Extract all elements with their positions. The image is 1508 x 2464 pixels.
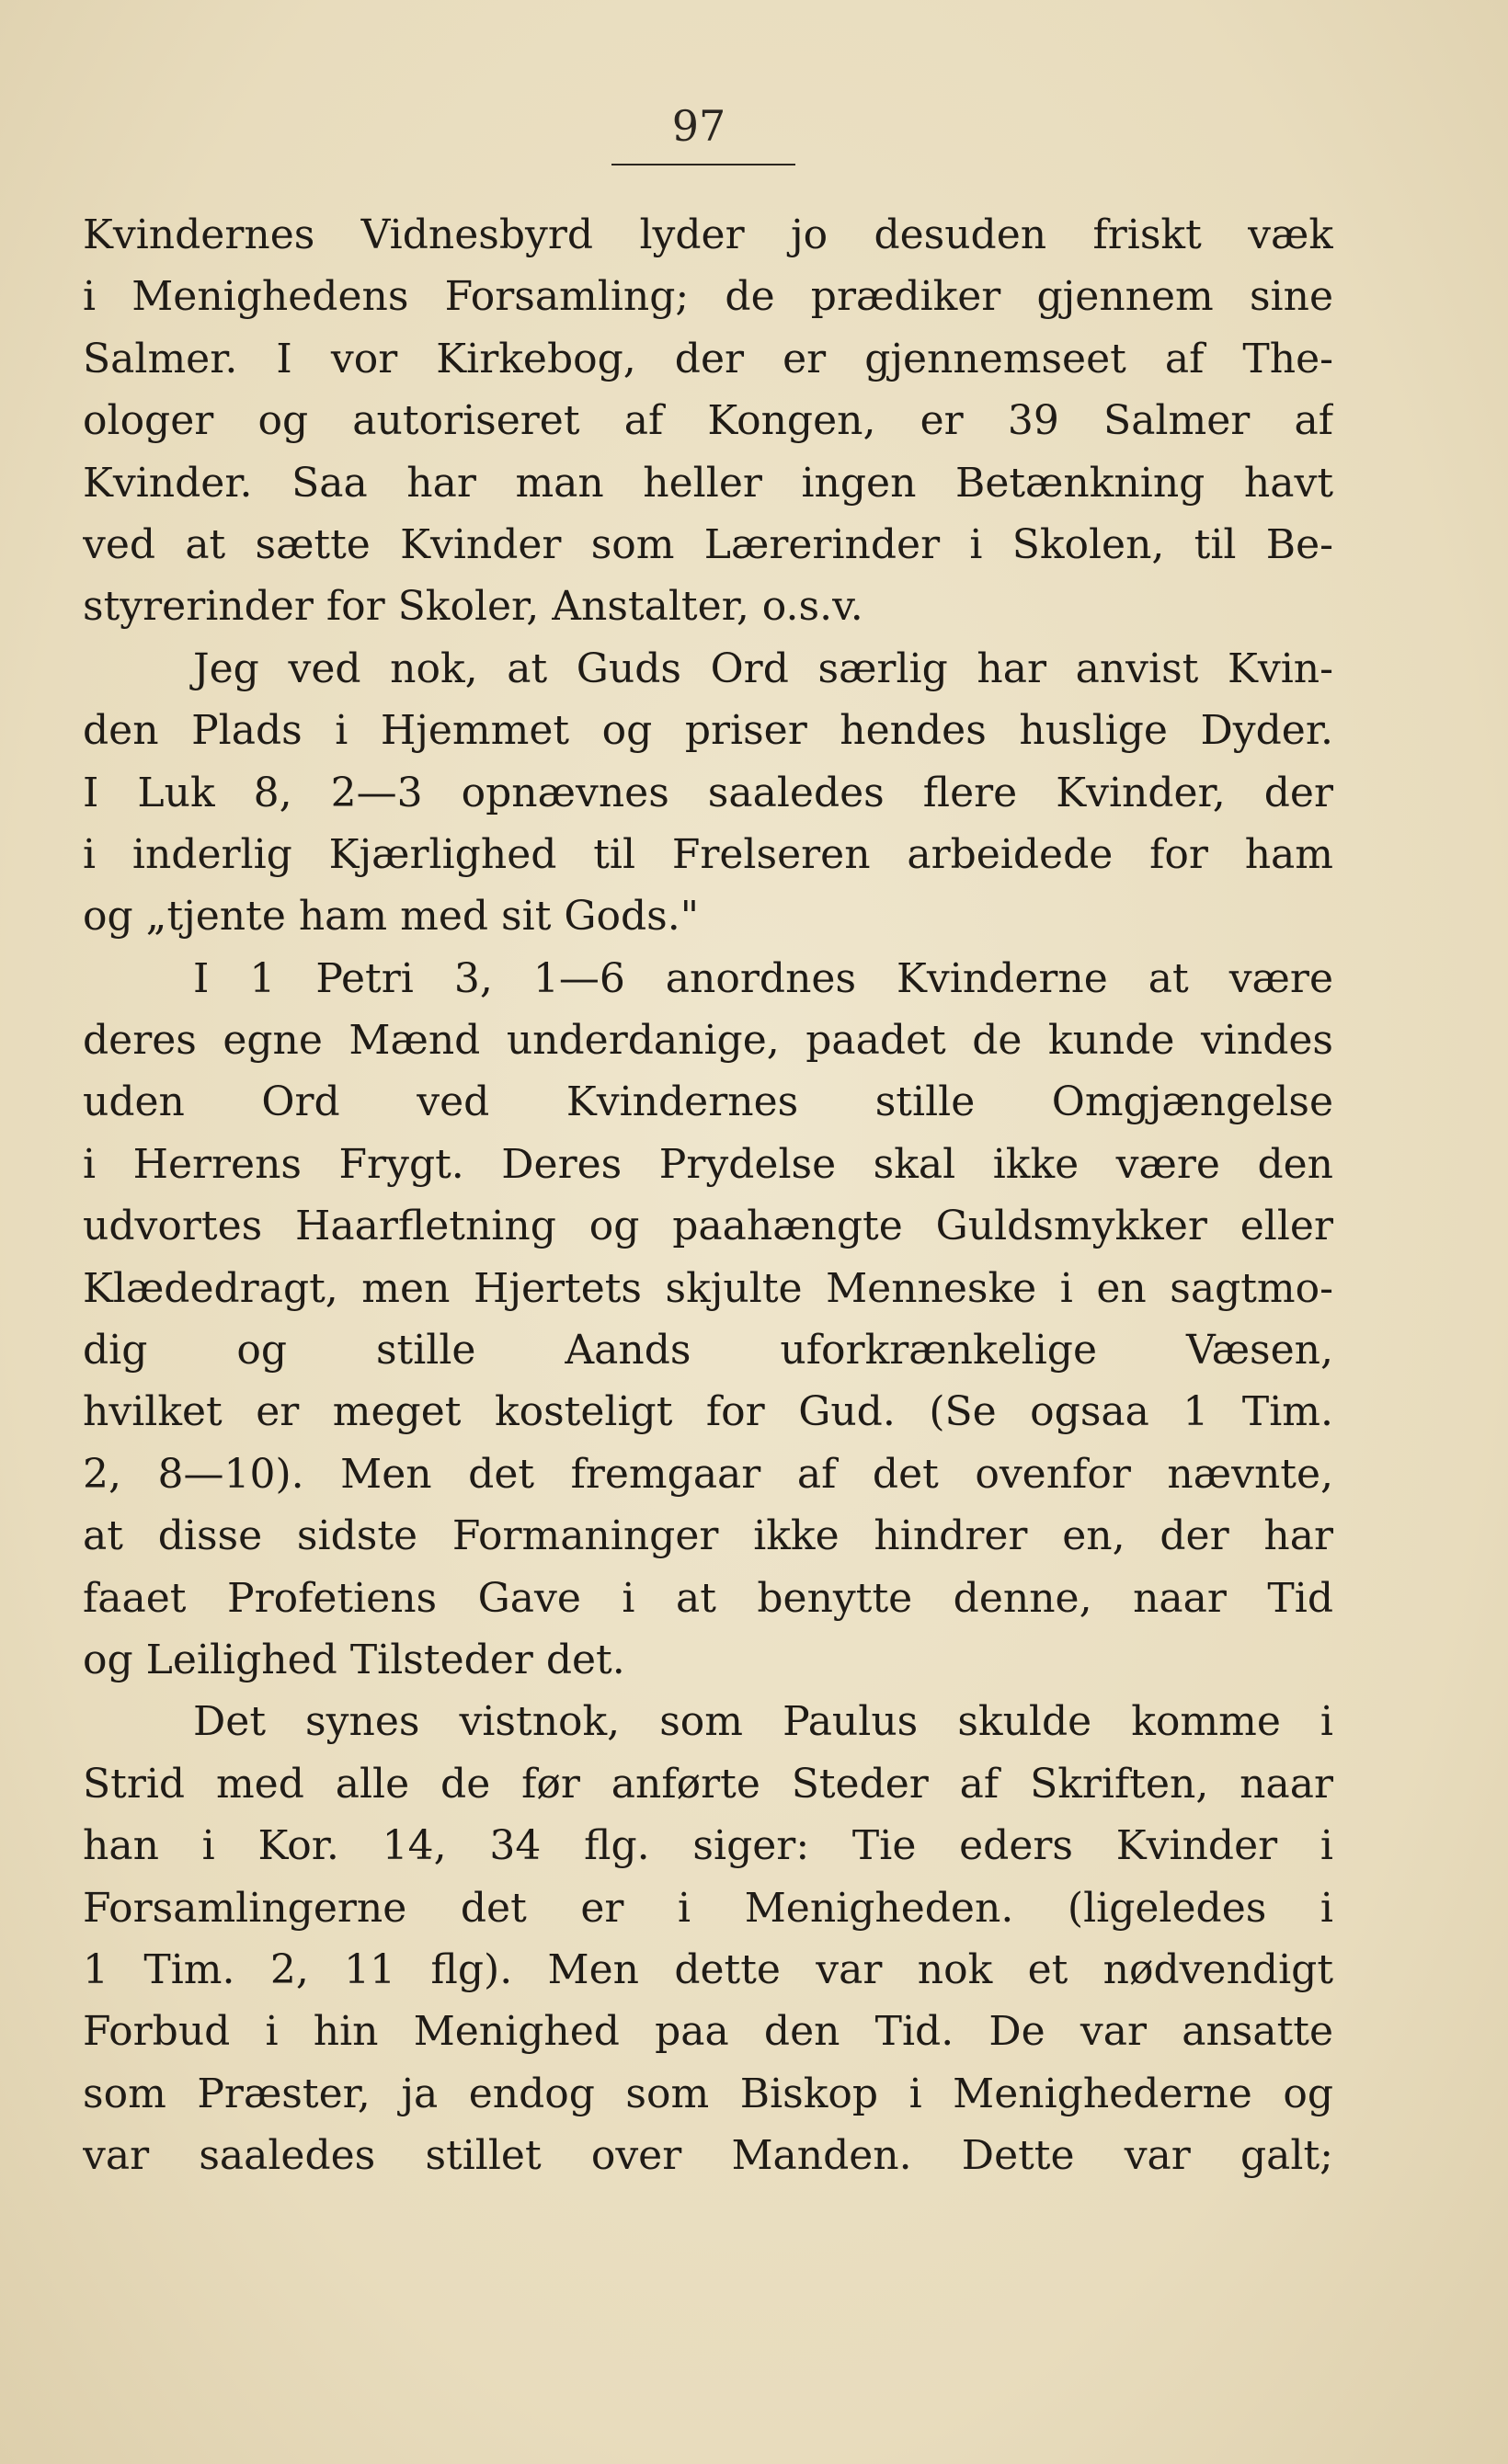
text-line: faaet Profetiens Gave i at benytte denne, naar Tid <box>83 1574 1333 1622</box>
text-line: I 1 Petri 3, 1—6 anordnes Kvinderne at være <box>193 954 1333 1002</box>
text-line: Salmer. I vor Kirkebog, der er gjennemseet af The- <box>83 335 1333 382</box>
text-line: at disse sidste Formaninger ikke hindrer en, der har <box>83 1512 1333 1560</box>
text-line: Strid med alle de før anførte Steder af Skriften, naar <box>83 1760 1333 1808</box>
text-line: i inderlig Kjærlighed til Frelseren arbeidede for ham <box>83 830 1333 878</box>
text-line: som Præster, ja endog som Biskop i Menighederne og <box>83 2070 1333 2117</box>
text-line: i Herrens Frygt. Deres Prydelse skal ikke være den <box>83 1140 1333 1188</box>
body-text <box>83 204 1333 2187</box>
text-line: i Menighedens Forsamling; de prædiker gjennem sine <box>83 273 1333 321</box>
text-line: og „tjente ham med sit Gods." <box>83 893 699 941</box>
text-line: I Luk 8, 2—3 opnævnes saaledes flere Kvinder, der <box>83 769 1333 816</box>
text-line: Forsamlingerne det er i Menigheden. (ligeledes i <box>83 1884 1333 1932</box>
text-line: Det synes vistnok, som Paulus skulde komme i <box>193 1698 1333 1746</box>
text-line: dig og stille Aands uforkrænkelige Væsen, <box>83 1327 1333 1375</box>
text-line: Forbud i hin Menighed paa den Tid. De var ansatte <box>83 2008 1333 2056</box>
text-line: uden Ord ved Kvindernes stille Omgjængelse <box>83 1078 1333 1126</box>
text-line: 1 Tim. 2, 11 flg). Men dette var nok et nødvendigt <box>83 1945 1333 1993</box>
text-line: deres egne Mænd underdanige, paadet de kunde vindes <box>83 1017 1333 1065</box>
text-line: hvilket er meget kosteligt for Gud. (Se ogsaa 1 Tim. <box>83 1388 1333 1436</box>
text-line: Kvindernes Vidnesbyrd lyder jo desuden friskt væk <box>83 211 1333 258</box>
text-line: den Plads i Hjemmet og priser hendes huslige Dyder. <box>83 707 1333 755</box>
text-line: ved at sætte Kvinder som Lærerinder i Skolen, til Be- <box>83 520 1333 568</box>
text-line: og Leilighed Tilsteder det. <box>83 1636 625 1683</box>
text-line: styrerinder for Skoler, Anstalter, o.s.v. <box>83 583 863 631</box>
text-line: var saaledes stillet over Manden. Dette var galt; <box>83 2132 1333 2180</box>
text-line: Klædedragt, men Hjertets skjulte Menneske i en sagtmo- <box>83 1264 1333 1312</box>
text-line: 2, 8—10). Men det fremgaar af det ovenfor nævnte, <box>83 1450 1333 1498</box>
text-line: udvortes Haarfletning og paahængte Guldsmykker eller <box>83 1203 1333 1250</box>
page-number-rule <box>611 164 795 165</box>
text-line: ologer og autoriseret af Kongen, er 39 Salmer af <box>83 397 1333 445</box>
text-line: Kvinder. Saa har man heller ingen Betænkning havt <box>83 459 1333 507</box>
text-line: Jeg ved nok, at Guds Ord særlig har anvist Kvin- <box>193 645 1333 692</box>
page-number: 97 <box>671 101 726 151</box>
text-line: han i Kor. 14, 34 flg. siger: Tie eders Kvinder i <box>83 1822 1333 1870</box>
